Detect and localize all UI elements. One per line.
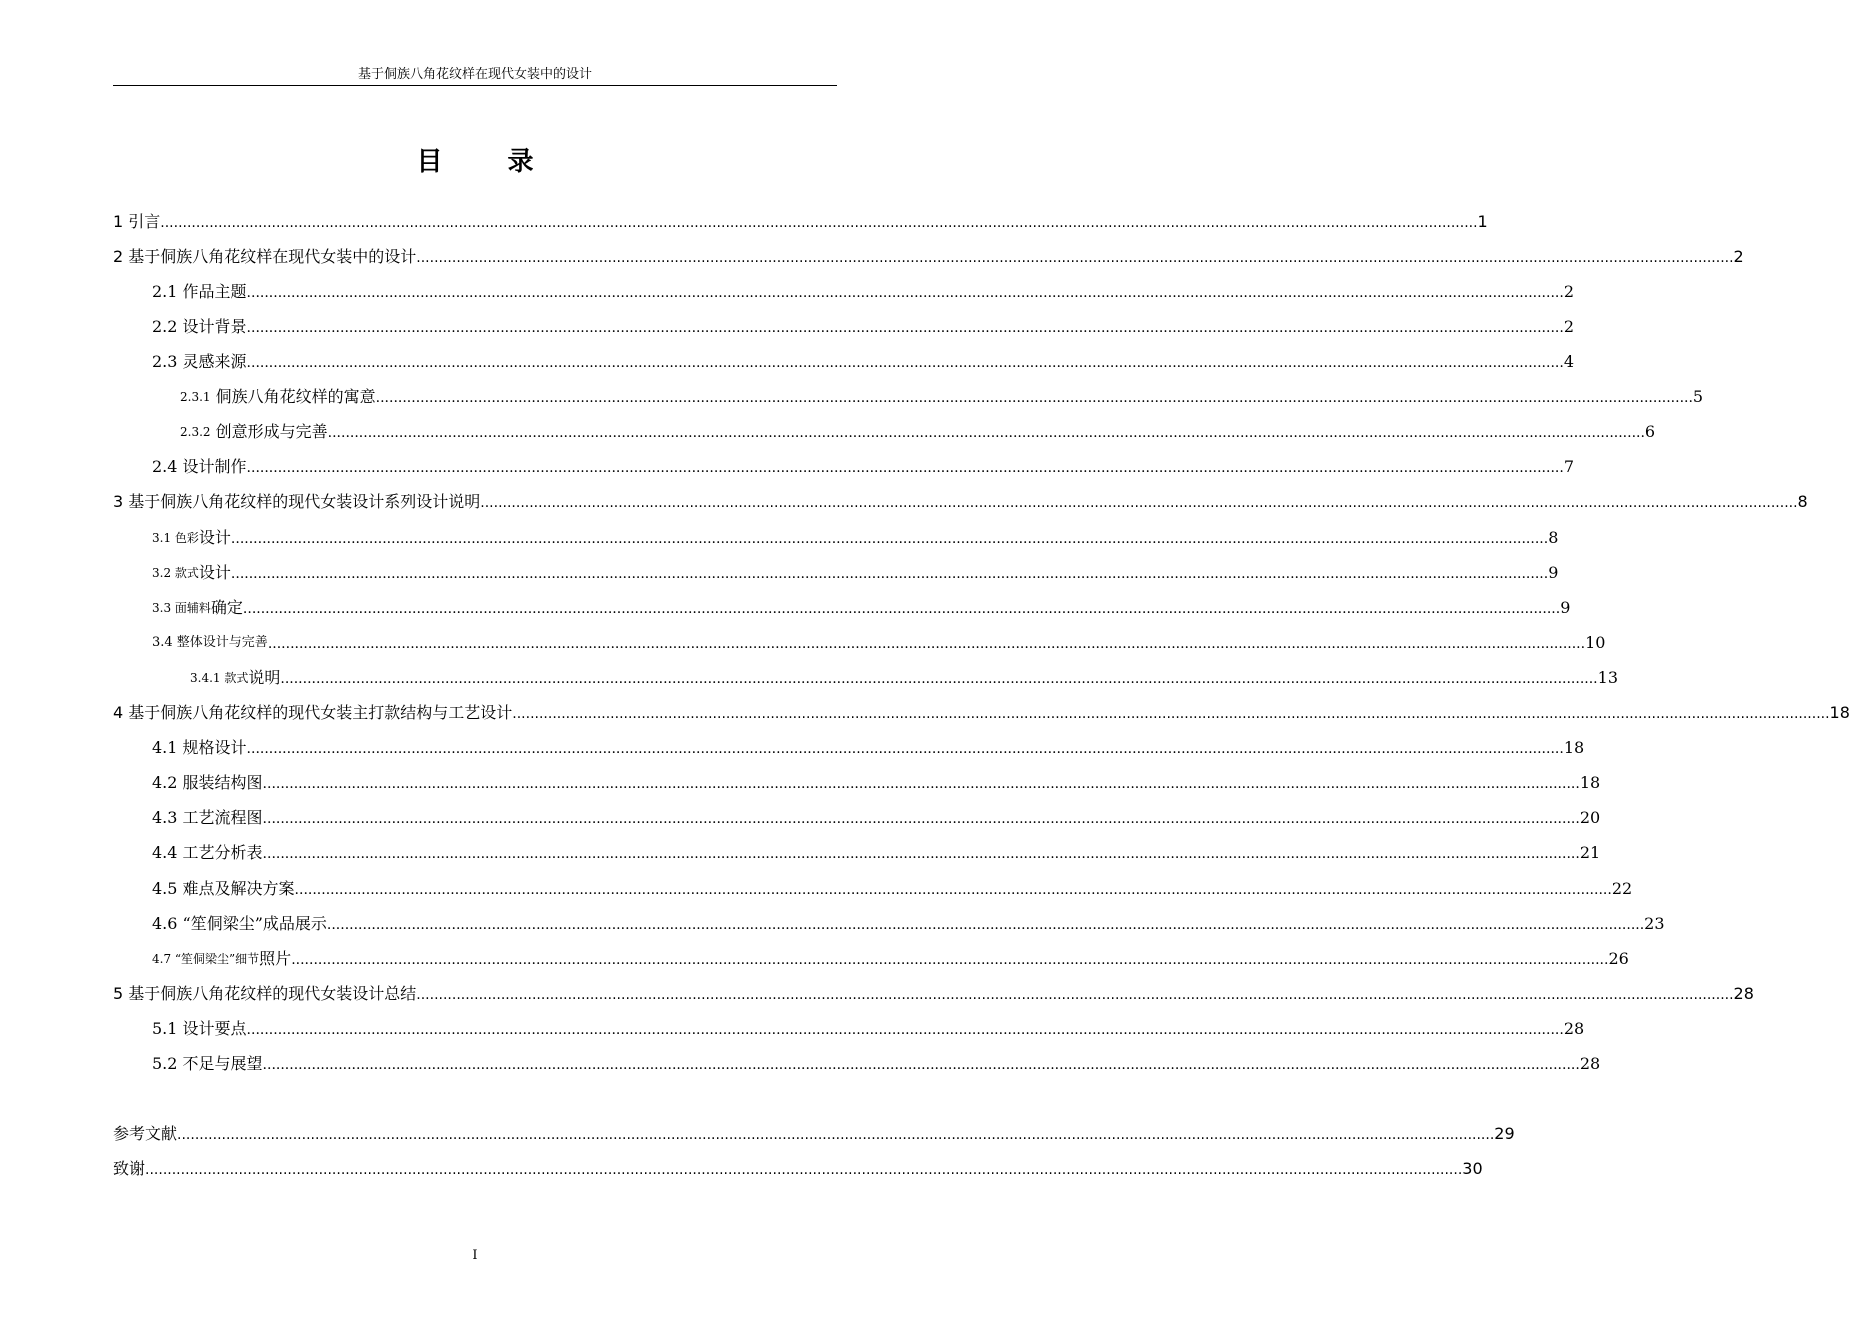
- toc-entry-acknowledgements[interactable]: 致谢 ..... 30: [0, 1155, 930, 1179]
- toc-entry-3-3[interactable]: 3.3 面辅料 确定 ..... 9: [0, 594, 969, 618]
- toc-entry-2-3[interactable]: 2.3 灵感来源 ..... 4: [0, 348, 969, 372]
- toc-entry-3-4-1[interactable]: 3.4.1 款式 说明 ..... 13: [0, 664, 1007, 688]
- toc-entry-4-6[interactable]: 4.6 “笙侗梁尘”成品展示 ..... 23: [0, 910, 969, 934]
- toc-entry-2-4[interactable]: 2.4 设计制作 ..... 7: [0, 453, 969, 477]
- toc-entry-3-4[interactable]: 3.4 整体设计与完善 ..... 10: [0, 629, 969, 653]
- toc-entry-4-1[interactable]: 4.1 规格设计 ..... 18: [0, 734, 969, 758]
- toc-entry-2-2[interactable]: 2.2 设计背景 ..... 2: [0, 313, 969, 337]
- toc-entry-4-7[interactable]: 4.7 “笙侗梁尘”细节 照片 ..... 26: [0, 945, 969, 969]
- toc-entry-4-5[interactable]: 4.5 难点及解决方案 ..... 22: [0, 875, 969, 899]
- toc-entry-4-4[interactable]: 4.4 工艺分析表 ..... 21: [0, 839, 969, 863]
- toc-entry-5-2[interactable]: 5.2 不足与展望 ..... 28: [0, 1050, 969, 1074]
- toc-entry-5-1[interactable]: 5.1 设计要点 ..... 28: [0, 1015, 969, 1039]
- page-number: I: [472, 1248, 478, 1263]
- page-title: 目 录: [416, 147, 562, 177]
- toc-entry-5[interactable]: 5 基于侗族八角花纹样的现代女装设计总结 ..... 28: [0, 980, 930, 1004]
- toc-entry-2-1[interactable]: 2.1 作品主题 ..... 2: [0, 278, 969, 302]
- toc-entry-3-1[interactable]: 3.1 色彩 设计 ..... 8: [0, 524, 969, 548]
- toc-entry-4-2[interactable]: 4.2 服装结构图 ..... 18: [0, 769, 969, 793]
- toc-entry-3-2[interactable]: 3.2 款式 设计 ..... 9: [0, 559, 969, 583]
- toc-entry-3[interactable]: 3 基于侗族八角花纹样的现代女装设计系列设计说明 ..... 8: [0, 488, 930, 512]
- toc-entry-4-3[interactable]: 4.3 工艺流程图 ..... 20: [0, 804, 969, 828]
- toc-entry-2-3-2[interactable]: 2.3.2 创意形成与完善 ..... 6: [0, 418, 997, 442]
- toc-entry-1[interactable]: 1 引言 ..... 1: [0, 208, 930, 232]
- toc-entry-references[interactable]: 参考文献 ..... 29: [0, 1120, 930, 1144]
- toc-entry-4[interactable]: 4 基于侗族八角花纹样的现代女装主打款结构与工艺设计 ..... 18: [0, 699, 930, 723]
- toc-entry-2-3-1[interactable]: 2.3.1 侗族八角花纹样的寓意 ..... 5: [0, 383, 997, 407]
- toc-entry-2[interactable]: 2 基于侗族八角花纹样在现代女装中的设计 ..... 2: [0, 243, 930, 267]
- running-header: 基于侗族八角花纹样在现代女装中的设计: [357, 67, 592, 82]
